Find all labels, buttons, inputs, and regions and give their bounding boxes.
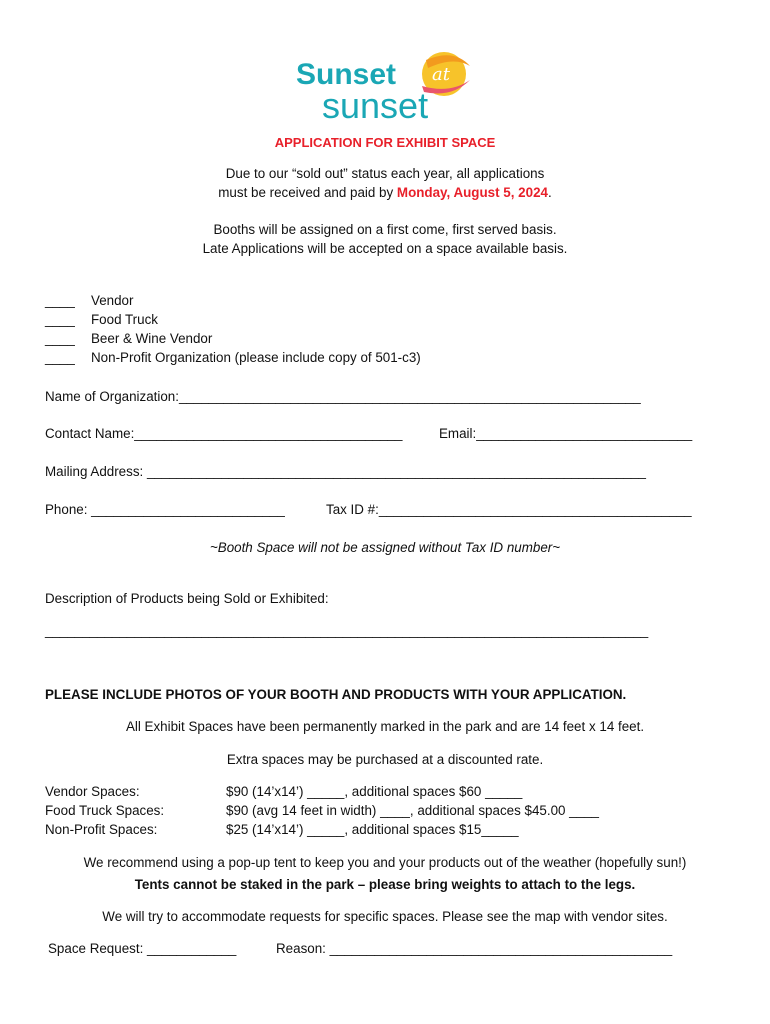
logo-word-top: Sunset [296, 58, 397, 91]
pricing-value[interactable]: $25 (14’x14’) _____, additional spaces $15_____ [226, 822, 519, 837]
category-checkbox-blank[interactable]: ____ [45, 350, 75, 365]
page-title: APPLICATION FOR EXHIBIT SPACE [274, 135, 496, 150]
category-non-profit[interactable] [45, 350, 421, 365]
category-label: Beer & Wine Vendor [91, 331, 213, 346]
mailing-address-field[interactable]: Mailing Address: ___________________________________________________________________ [45, 464, 646, 479]
pricing-value[interactable]: $90 (avg 14 feet in width) ____, additional spaces $45.00 ____ [226, 803, 599, 818]
logo-word-bottom: sunset [322, 85, 429, 122]
category-label: Non-Profit Organization (please include copy of 501-c3) [91, 350, 421, 365]
description-field[interactable]: _________________________________________________________________________________ [45, 623, 649, 638]
intro-line-2-post: . [547, 185, 552, 200]
sunset-at-sunset-logo [294, 46, 474, 122]
space-request-field[interactable]: Space Request: ____________ [48, 941, 237, 956]
category-food-truck[interactable] [45, 312, 158, 327]
pricing-label: Vendor Spaces: [45, 784, 140, 799]
intro-line-3: Booths will be assigned on a first come, first served basis. [213, 222, 557, 237]
category-checkbox-blank[interactable]: ____ [45, 293, 75, 308]
category-checkbox-blank[interactable]: ____ [45, 312, 75, 327]
phone-field[interactable]: Phone: __________________________ [45, 502, 285, 517]
map-note: We will try to accommodate requests for specific spaces. Please see the map with vendor sites. [102, 909, 668, 924]
extra-spaces-note: Extra spaces may be purchased at a discounted rate. [226, 752, 544, 767]
pricing-label: Non-Profit Spaces: [45, 822, 158, 837]
pricing-label: Food Truck Spaces: [45, 803, 165, 818]
email-field[interactable]: Email:_____________________________ [439, 426, 693, 441]
intro-line-2 [0, 185, 770, 200]
description-label: Description of Products being Sold or Exhibited: [45, 591, 329, 606]
tax-id-note: ~Booth Space will not be assigned without Tax ID number~ [209, 540, 561, 555]
intro-line-1: Due to our “sold out” status each year, all applications [225, 166, 545, 181]
category-vendor[interactable] [45, 293, 134, 308]
intro-line-4: Late Applications will be accepted on a space available basis. [202, 241, 568, 256]
tax-id-field[interactable]: Tax ID #:__________________________________________ [326, 502, 692, 517]
category-beer-wine[interactable] [45, 331, 213, 346]
contact-name-field[interactable]: Contact Name:____________________________________ [45, 426, 403, 441]
intro-line-2-pre: must be received and paid by [218, 185, 397, 200]
pricing-value[interactable]: $90 (14’x14’) _____, additional spaces $60 _____ [226, 784, 523, 799]
category-checkbox-blank[interactable]: ____ [45, 331, 75, 346]
deadline-date: Monday, August 5, 2024 [396, 185, 548, 200]
category-label: Vendor [91, 293, 134, 308]
photos-note: PLEASE INCLUDE PHOTOS OF YOUR BOOTH AND PRODUCTS WITH YOUR APPLICATION. [45, 687, 627, 702]
logo-word-accent: at [432, 64, 450, 85]
category-label: Food Truck [91, 312, 158, 327]
spaces-note: All Exhibit Spaces have been permanently marked in the park and are 14 feet x 14 feet. [125, 719, 645, 734]
stake-note: Tents cannot be staked in the park – please bring weights to attach to the legs. [134, 877, 636, 892]
reason-field[interactable]: Reason: ______________________________________________ [276, 941, 673, 956]
organization-name-field[interactable]: Name of Organization:______________________________________________________________ [45, 389, 641, 404]
tent-note: We recommend using a pop-up tent to keep you and your products out of the weather (hopefully sun!) [83, 855, 687, 870]
